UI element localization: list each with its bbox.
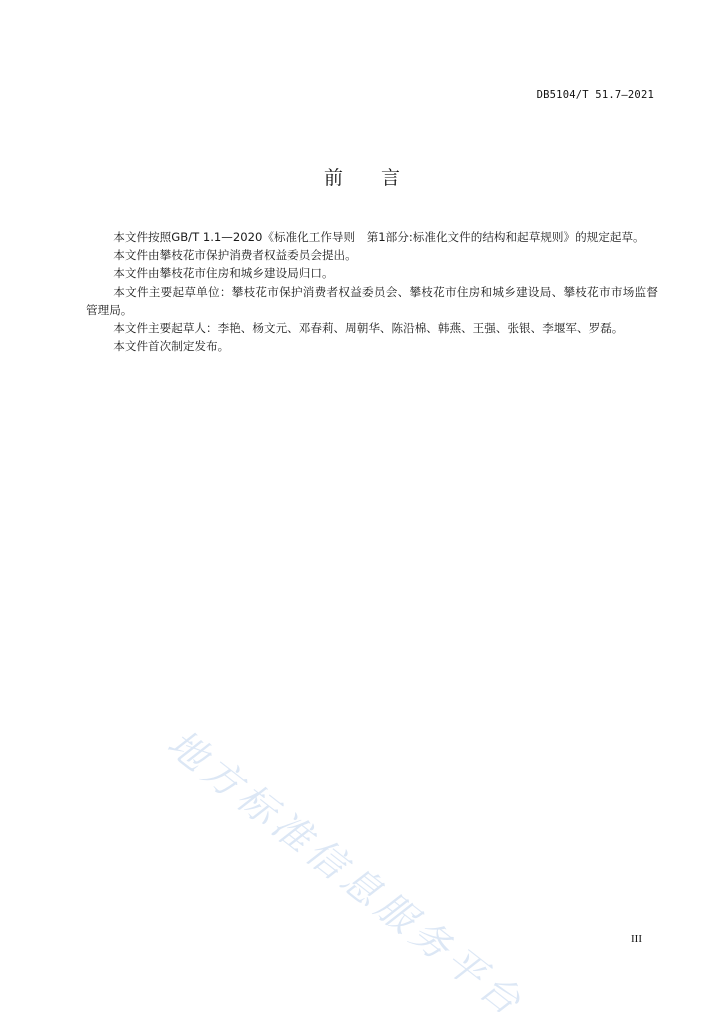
- paragraph-administrator: 本文件由攀枝花市住房和城乡建设局归口。: [113, 266, 334, 281]
- paragraph-drafters: 本文件主要起草人：李艳、杨文元、邓春莉、周朝华、陈沿棉、韩燕、王强、张银、李堰军、罗磊。: [113, 321, 624, 336]
- document-code: DB5104/T 51.7—2021: [536, 89, 654, 101]
- page-number: III: [631, 933, 642, 945]
- foreword-body: [86, 228, 658, 355]
- paragraph-proposer: 本文件由攀枝花市保护消费者权益委员会提出。: [113, 248, 357, 263]
- paragraph-standard-basis: 本文件按照GB/T 1.1—2020《标准化工作导则 第1部分:标准化文件的结构和起草规则》的规定起草。: [113, 230, 645, 244]
- paragraph-drafting-units: 本文件主要起草单位：攀枝花市保护消费者权益委员会、攀枝花市住房和城乡建设局、攀枝花市市场监督管理局。: [86, 284, 658, 317]
- page-title: [0, 163, 724, 190]
- title-char-2: 言: [381, 167, 401, 189]
- title-char-1: 前: [323, 167, 343, 189]
- watermark-text: 地方标准信息服务平台: [159, 720, 534, 1027]
- paragraph-first-release: 本文件首次制定发布。: [113, 339, 230, 354]
